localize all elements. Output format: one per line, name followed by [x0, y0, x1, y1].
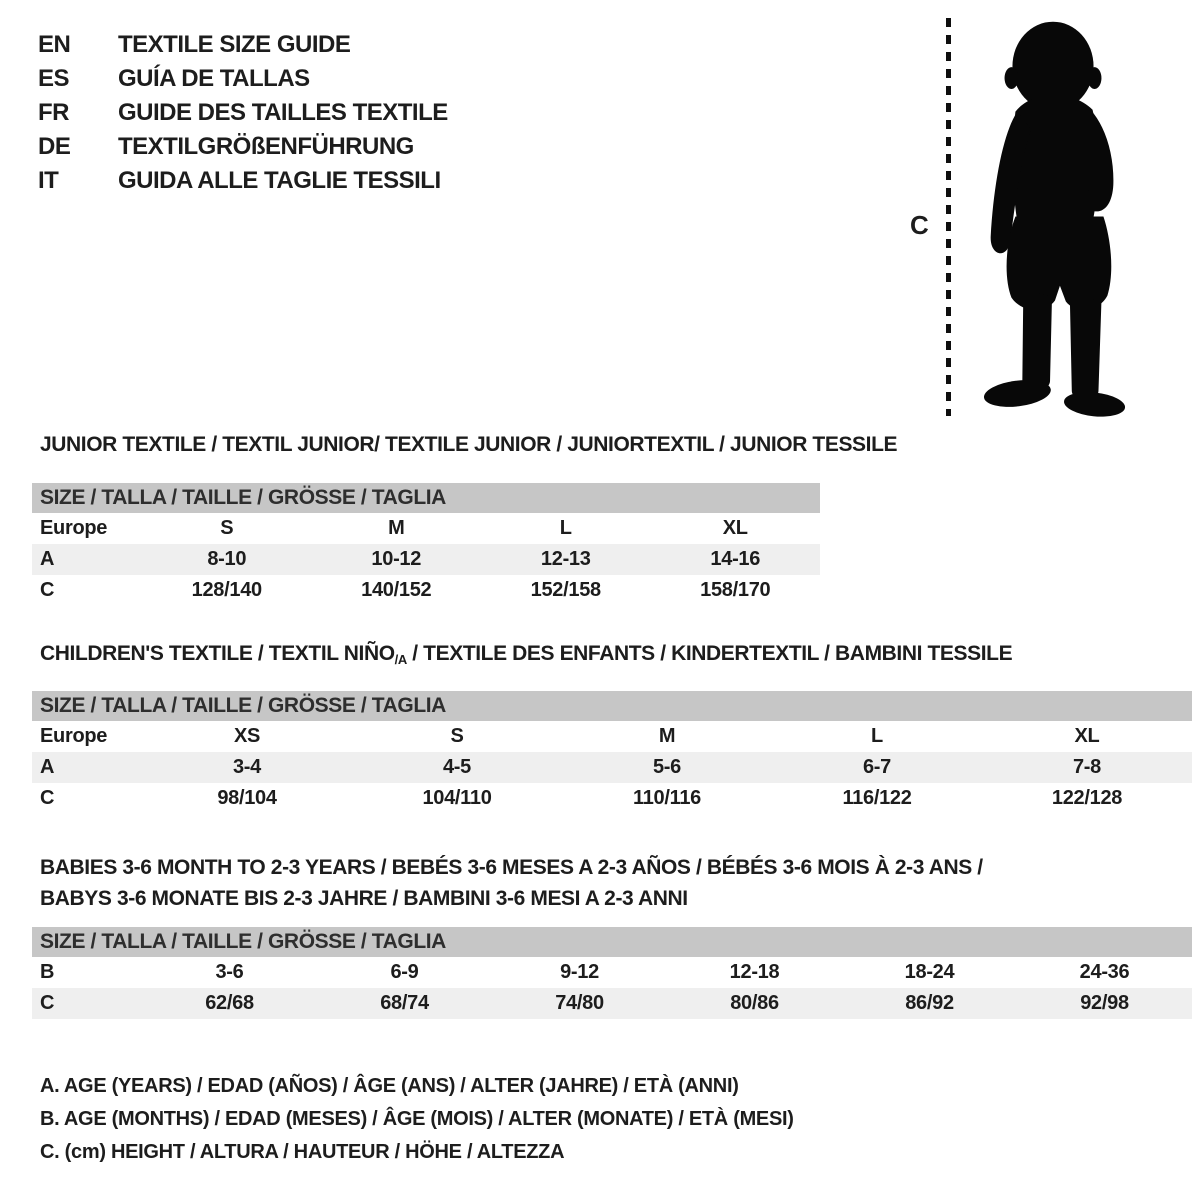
table-cell: 74/80 [555, 992, 604, 1014]
language-row [38, 28, 448, 62]
legend-line-c: C. (cm) HEIGHT / ALTURA / HAUTEUR / HÖHE / ALTEZZA [40, 1141, 565, 1163]
row-label: C [40, 579, 55, 601]
measure-legend [40, 1070, 794, 1169]
language-code: ES [38, 65, 70, 92]
table-cell: 7-8 [1072, 756, 1101, 778]
table-cell: 3-6 [215, 961, 244, 983]
table-cell: 128/140 [191, 579, 262, 601]
height-measure-line [946, 18, 951, 416]
table-cell: 158/170 [700, 579, 771, 601]
legend-line-a: A. AGE (YEARS) / EDAD (AÑOS) / ÂGE (ANS) / ALTER (JAHRE) / ETÀ (ANNI) [40, 1075, 739, 1097]
size-header-label: SIZE / TALLA / TAILLE / GRÖSSE / TAGLIA [40, 486, 446, 509]
table-cell: M [388, 517, 405, 539]
table-cell: 14-16 [710, 548, 761, 570]
legend-line-b: B. AGE (MONTHS) / EDAD (MESES) / ÂGE (MOIS) / ALTER (MONATE) / ETÀ (MESI) [40, 1108, 794, 1130]
table-cell: 92/98 [1080, 992, 1129, 1014]
table-cell: 12-18 [729, 961, 780, 983]
language-title: TEXTILGRÖßENFÜHRUNG [118, 133, 414, 160]
table-cell: 24-36 [1079, 961, 1130, 983]
babies-section-heading [40, 852, 983, 914]
table-cell: 68/74 [380, 992, 429, 1014]
table-cell: S [450, 725, 464, 747]
table-row-height [32, 783, 1192, 814]
language-title: GUÍA DE TALLAS [118, 65, 310, 92]
measure-label-c: C [910, 210, 929, 240]
row-label: B [40, 961, 55, 983]
table-cell: 3-4 [232, 756, 261, 778]
table-cell: 8-10 [207, 548, 247, 570]
table-cell: S [220, 517, 234, 539]
table-row-age-months [32, 957, 1192, 988]
children-heading-text: / TEXTILE DES ENFANTS / KINDERTEXTIL / BAMBINI TESSILE [406, 642, 1013, 665]
size-header-label: SIZE / TALLA / TAILLE / GRÖSSE / TAGLIA [40, 930, 446, 953]
table-cell: L [871, 725, 883, 747]
language-title: GUIDA ALLE TAGLIE TESSILI [118, 167, 441, 194]
size-header-bar [32, 483, 820, 513]
table-cell: 98/104 [217, 787, 277, 809]
language-row [38, 130, 448, 164]
row-label: C [40, 787, 55, 809]
language-code: IT [38, 167, 59, 194]
language-title-list [38, 28, 448, 198]
row-label: A [40, 756, 55, 778]
table-cell: 86/92 [905, 992, 954, 1014]
table-row-age-years [32, 544, 820, 575]
table-cell: 110/116 [633, 787, 701, 809]
height-figure [898, 14, 1160, 422]
language-row [38, 62, 448, 96]
table-cell: 152/158 [530, 579, 601, 601]
children-heading-subscript: /A [394, 652, 407, 667]
table-cell: 12-13 [540, 548, 591, 570]
children-section-heading [40, 642, 1012, 666]
table-cell: 80/86 [730, 992, 779, 1014]
table-cell: 4-5 [442, 756, 471, 778]
table-row-age-years [32, 752, 1192, 783]
table-row-height [32, 575, 820, 606]
language-code: DE [38, 133, 71, 160]
table-row-europe [32, 721, 1192, 752]
language-row [38, 164, 448, 198]
language-code: FR [38, 99, 69, 126]
row-label: Europe [40, 517, 108, 539]
table-cell: 6-9 [390, 961, 419, 983]
junior-size-table [32, 483, 820, 606]
junior-section-heading: JUNIOR TEXTILE / TEXTIL JUNIOR/ TEXTILE JUNIOR / JUNIORTEXTIL / JUNIOR TESSILE [40, 433, 898, 456]
table-cell: XL [722, 517, 748, 539]
table-cell: 62/68 [205, 992, 254, 1014]
table-cell: 140/152 [361, 579, 432, 601]
size-header-bar [32, 927, 1192, 957]
children-size-table [32, 691, 1192, 814]
language-title: GUIDE DES TAILLES TEXTILE [118, 99, 448, 126]
babies-size-table [32, 927, 1192, 1019]
row-label: Europe [40, 725, 108, 747]
table-cell: 116/122 [842, 787, 912, 809]
table-row-height [32, 988, 1192, 1019]
babies-heading-line1: BABIES 3-6 MONTH TO 2-3 YEARS / BEBÉS 3-6 MESES A 2-3 AÑOS / BÉBÉS 3-6 MOIS À 2-3 ANS / [40, 856, 983, 879]
table-cell: 9-12 [560, 961, 599, 983]
table-cell: XS [233, 725, 261, 747]
toddler-silhouette-figure [964, 14, 1142, 420]
table-cell: 5-6 [652, 756, 681, 778]
table-cell: 6-7 [862, 756, 891, 778]
table-row-europe [32, 513, 820, 544]
table-cell: 104/110 [422, 787, 492, 809]
size-header-label: SIZE / TALLA / TAILLE / GRÖSSE / TAGLIA [40, 694, 446, 717]
row-label: C [40, 992, 55, 1014]
size-header-bar [32, 691, 1192, 721]
table-cell: XL [1074, 725, 1100, 747]
children-heading-text: CHILDREN'S TEXTILE / TEXTIL NIÑO [40, 642, 395, 665]
babies-heading-line2: BABYS 3-6 MONATE BIS 2-3 JAHRE / BAMBINI 3-6 MESI A 2-3 ANNI [40, 887, 688, 910]
table-cell: L [559, 517, 572, 539]
table-cell: 10-12 [371, 548, 422, 570]
table-cell: M [658, 725, 676, 747]
language-title: TEXTILE SIZE GUIDE [118, 31, 351, 58]
row-label: A [40, 548, 55, 570]
table-cell: 122/128 [1051, 787, 1123, 809]
table-cell: 18-24 [904, 961, 955, 983]
language-row [38, 96, 448, 130]
language-code: EN [38, 31, 71, 58]
